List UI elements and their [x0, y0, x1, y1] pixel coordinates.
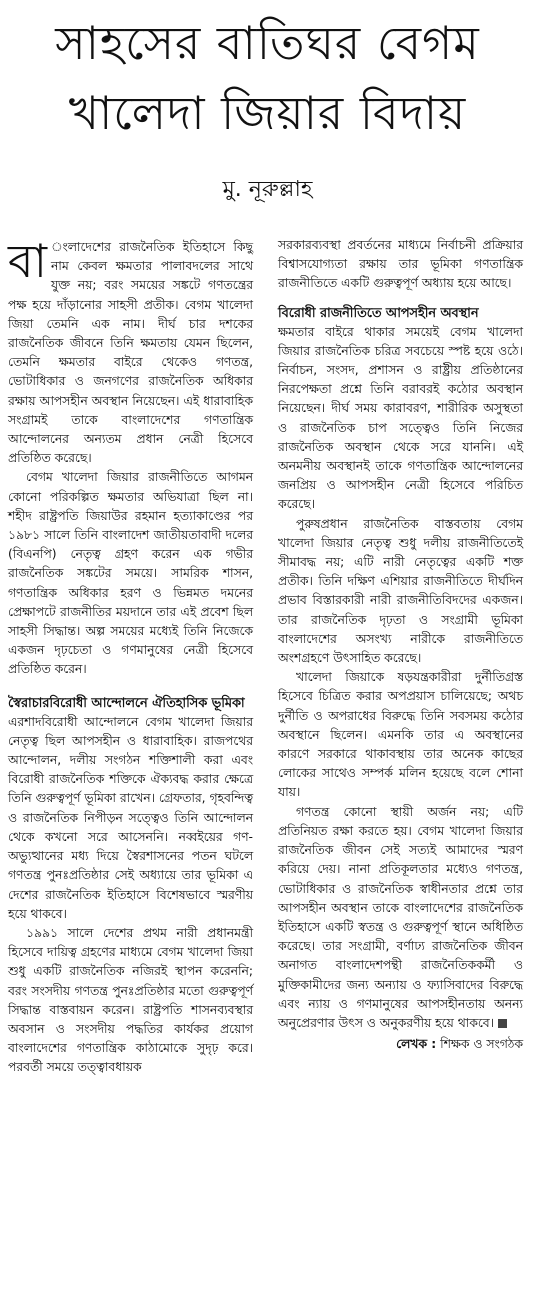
body-paragraph: ১৯৯১ সালে দেশের প্রথম নারী প্রধানমন্ত্রী হিসেবে দায়িত্ব গ্রহণের মাধ্যমে বেগম খালেদা জিয়া শুধু একটি রাজনৈতিক নজিরই স্থাপন করেননি; বরং সংসদীয় গণতন্ত্র পুনঃপ্রতিষ্ঠার মতো গুরুত্বপূর্ণ সিদ্ধান্ত বাস্তবায়ন করেন। রাষ্ট্রপতি শাসনব্যবস্থার অবসান ও সংসদীয় পদ্ধতির কার্যকর প্রয়োগ বাংলাদেশের গণতান্ত্রিক কাঠামোকে সুদৃঢ় করে। পরবর্তী সময়ে তত্ত্বাবধায়ক — [8, 925, 253, 1075]
author-label: লেখক : — [396, 1037, 437, 1052]
body-paragraph: ক্ষমতার বাইরে থাকার সময়েই বেগম খালেদা জিয়ার রাজনৈতিক চরিত্র সবচেয়ে স্পষ্ট হয়ে ওঠে। নির্বাচন, সংসদ, প্রশাসন ও রাষ্ট্রীয় প্রতিষ্ঠানের নিরপেক্ষতা প্রশ্নে তিনি বরাবরই কঠোর অবস্থান নিয়েছেন। দীর্ঘ সময় কারাবরণ, শারীরিক অসুস্থতা ও রাজনৈতিক চাপ সত্ত্বেও তিনি নিজের রাজনৈতিক অবস্থান থেকে সরে যাননি। এই অনমনীয় অবস্থানই তাকে গণতান্ত্রিক আন্দোলনের জনপ্রিয় ও আপসহীন নেত্রী হিসেবে পরিচিত করেছে। — [278, 324, 523, 512]
section-subhead: বিরোধী রাজনীতিতে আপসহীন অবস্থান — [278, 305, 479, 321]
drop-cap: বা — [8, 234, 47, 288]
body-paragraph: এরশাদবিরোধী আন্দোলনে বেগম খালেদা জিয়ার নেতৃত্ব ছিল আপসহীন ও ধারাবাহিক। রাজপথের আন্দোলন, দলীয় সংগঠন শক্তিশালী করা এবং বিরোধী রাজনৈতিক শক্তিকে ঐক্যবদ্ধ করার ক্ষেত্রে তিনি গুরুত্বপূর্ণ ভূমিকা রাখেন। গ্রেফতার, গৃহবন্দিত্ব ও রাজনৈতিক নিপীড়ন সত্ত্বেও তিনি আন্দোলন থেকে কখনো সরে আসেননি। নব্বইয়ের গণ-অভ্যুত্থানের মধ্য দিয়ে স্বৈরশাসনের পতন ঘটলে গণতন্ত্র পুনঃপ্রতিষ্ঠার সেই অধ্যায়ে তার ভূমিকা এ দেশের রাজনৈতিক ইতিহাসে বিশেষভাবে স্মরণীয় হয়ে থাকবে। — [8, 714, 253, 921]
body-paragraph: বেগম খালেদা জিয়ার রাজনীতিতে আগমন কোনো পরিকল্পিত ক্ষমতার অভিযাত্রা ছিল না। শহীদ রাষ্ট্রপতি জিয়াউর রহমান হত্যাকাণ্ডের পর ১৯৮১ সালে তিনি বাংলাদেশ জাতীয়তাবাদী দলের (বিএনপি) নেতৃত্ব গ্রহণ করেন এক গভীর রাজনৈতিক সঙ্কটের সময়ে। সামরিক শাসন, গণতান্ত্রিক অধিকার হরণ ও ভিন্নমত দমনের প্রেক্ষাপটে রাজনীতির ময়দানে তার এই প্রবেশ ছিল সাহসী সিদ্ধান্ত। অল্প সময়ের মধ্যেই তিনি নিজেকে একজন দৃঢ়চেতা ও গণমানুষের নেত্রী হিসেবে প্রতিষ্ঠিত করেন। — [8, 470, 253, 677]
left-column — [8, 234, 253, 1078]
closing-paragraph — [278, 803, 523, 1033]
intro-paragraph — [8, 234, 253, 468]
section-subhead: স্বৈরাচারবিরোধী আন্দোলনে ঐতিহাসিক ভূমিকা — [8, 695, 245, 711]
author-role: শিক্ষক ও সংগঠক — [440, 1037, 523, 1052]
body-paragraph: সরকারব্যবস্থা প্রবর্তনের মাধ্যমে নির্বাচনী প্রক্রিয়ার বিশ্বাসযোগ্যতা রক্ষায় তার ভূমিকা গণতান্ত্রিক রাজনীতিতে একটি গুরুত্বপূর্ণ অধ্যায় হয়ে আছে। — [278, 238, 523, 291]
byline: মু. নূরুল্লাহ — [222, 177, 313, 202]
end-mark-icon — [498, 1019, 507, 1028]
author-credit — [278, 1035, 523, 1054]
closing-paragraph-text: গণতন্ত্র কোনো স্থায়ী অর্জন নয়; এটি প্রতিনিয়ত রক্ষা করতে হয়। বেগম খালেদা জিয়ার রাজনৈতিক জীবন সেই সত্যই আমাদের স্মরণ করিয়ে দেয়। নানা প্রতিকূলতার মধ্যেও গণতন্ত্র, ভোটাধিকার ও রাজনৈতিক স্বাধীনতার প্রশ্নে তার আপসহীন অবস্থান তাকে বাংলাদেশের রাজনৈতিক ইতিহাসে একটি স্বতন্ত্র ও গুরুত্বপূর্ণ স্থানে অধিষ্ঠিত করেছে। তার সংগ্রামী, বর্ণাঢ্য রাজনৈতিক জীবন অনাগত বাংলাদেশপন্থী রাজনৈতিককর্মী ও মুক্তিকামীদের জন্য অন্যায় ও ফ্যাসিবাদের বিরুদ্ধে এবং ন্যায় ও গণমানুষের আপসহীনতায় অনন্য অনুপ্রেরণার উৎস ও অনুকরণীয় হয়ে থাকবে। — [278, 804, 523, 1030]
headline-line-1: সাহসের বাতিঘর বেগম — [55, 16, 480, 70]
body-paragraph: পুরুষপ্রধান রাজনৈতিক বাস্তবতায় বেগম খালেদা জিয়ার নেতৃত্ব শুধু দলীয় রাজনীতিতেই সীমাবদ্ধ নয়; এটি নারী নেতৃত্বের একটি শক্ত প্রতীক। তিনি দক্ষিণ এশিয়ার রাজনীতিতে দীর্ঘদিন প্রভাব বিস্তারকারী নারী রাজনীতিবিদদের একজন। তার রাজনৈতিক দৃঢ়তা ও সংগ্রামী ভূমিকা বাংলাদেশের অসংখ্য নারীকে রাজনীতিতে অংশগ্রহণে উৎসাহিত করেছে। — [278, 516, 523, 666]
body-paragraph: খালেদা জিয়াকে ষড়যন্ত্রকারীরা দুর্নীতিগ্রস্ত হিসেবে চিত্রিত করার অপপ্রয়াস চালিয়েছে; অথচ দুর্নীতি ও অপরাধের বিরুদ্ধে তিনি সবসময় কঠোর অবস্থানে ছিলেন। এমনকি তার এ অবস্থানের কারণে সরকারে থাকাবস্থায় তার অনেক কাছের লোকের সাথেও সম্পর্ক মলিন হয়েছে বলে শোনা যায়। — [278, 670, 523, 800]
intro-paragraph-text: ংলাদেশের রাজনৈতিক ইতিহাসে কিছু নাম কেবল ক্ষমতার পালাবদলের সাথে যুক্ত নয়; বরং সময়ের সঙ্কটে গণতন্ত্রের পক্ষ হয়ে দাঁড়ানোর সাহসী প্রতীক। বেগম খালেদা জিয়া তেমনি এক নাম। দীর্ঘ চার দশকের রাজনৈতিক জীবনে তিনি ক্ষমতায় যেমন ছিলেন, তেমনি ক্ষমতার বাইরে থেকেও গণতন্ত্র, ভোটাধিকার ও জনগণের রাজনৈতিক অধিকার রক্ষায় আপসহীন অবস্থান নিয়েছেন। এই ধারাবাহিক সংগ্রামই তাকে বাংলাদেশের গণতান্ত্রিক আন্দোলনের অন্যতম প্রধান নেত্রী হিসেবে প্রতিষ্ঠিত করেছে। — [8, 240, 253, 466]
right-column — [278, 236, 523, 1054]
headline-line-2: খালেদা জিয়ার বিদায় — [68, 86, 467, 140]
